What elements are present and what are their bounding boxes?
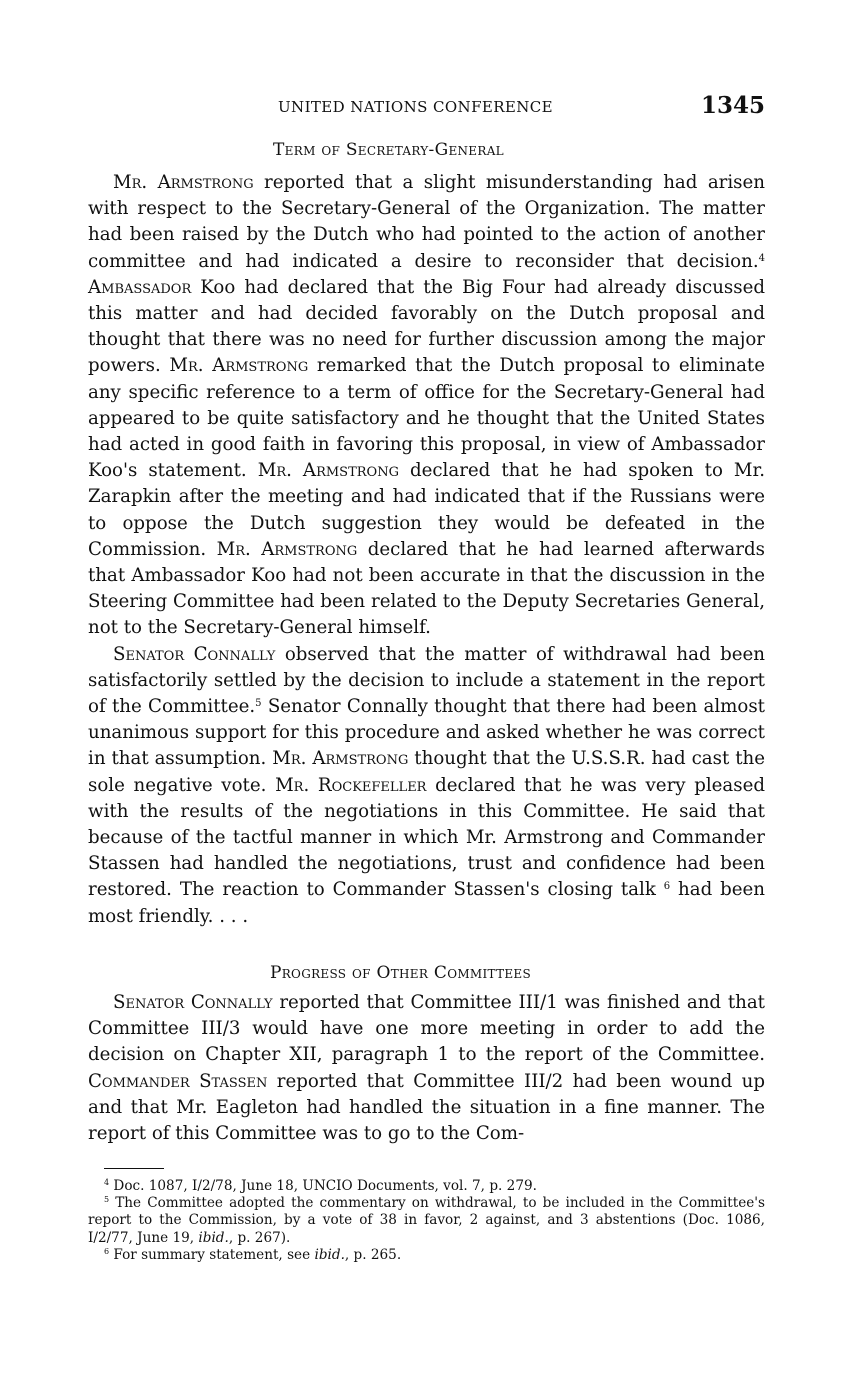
- footnote-ref: 4: [758, 252, 765, 264]
- speaker-name: Mr. Armstrong: [113, 172, 254, 193]
- section-body-progress-of-other-committees: [88, 990, 765, 1147]
- text-run: declared that he was very pleased with the results of the negotiations in this Committee. He said that because of the tactful manner in which Mr. Armstrong and Commander Stassen had handled the negotiations, trust and confidence had been restored. The reaction to Commander Stassen's closing talk: [88, 774, 766, 901]
- text-run: reported that Committee III/1 was finished and that Committee III/3 would have one more meeting in order to add the decision on Chapter XII, paragraph 1 to the report of the Committee.: [88, 992, 765, 1066]
- footnote-4: [88, 1178, 765, 1195]
- text-run: declared that he had spoken to Mr. Zarapkin after the meeting and had indicated that if the Russians were to oppose the Dutch suggestion they would be defeated in the Commission.: [88, 460, 766, 560]
- footnote-rule: [104, 1168, 164, 1169]
- section-body-term-of-secretary-general: [88, 170, 765, 930]
- section-heading-term-of-secretary-general: Term of Secretary-General: [273, 140, 504, 160]
- footnote-ref: 5: [104, 1195, 110, 1205]
- footnote-6: [88, 1247, 765, 1264]
- body-paragraph: [88, 990, 765, 1147]
- speaker-name: Mr. Armstrong: [216, 538, 358, 560]
- text-run: remarked that the Dutch proposal to eliminate any specific reference to a term of office for the Secretary-General had appeared to be quite satisfactory and he thought that the United States had acted in good faith in favoring this proposal, in view of Ambassador Koo's statement.: [88, 355, 765, 482]
- speaker-name: Senator Connally: [113, 992, 273, 1013]
- italic-text: ibid.: [198, 1229, 229, 1246]
- footnote-5: [88, 1195, 765, 1247]
- text-run: declared that he had learned afterwards that Ambassador Koo had not been accurate in that the discussion in the Steering Committee had been related to the Deputy Secretaries General, not to the Secretary-General himself.: [88, 538, 765, 639]
- footnote-ref: 6: [663, 881, 671, 893]
- text-run: reported that a slight misunderstanding had arisen with respect to the Secretary-General of the Organization. The matter had been raised by the Dutch who had pointed to the action of another committee and had indicated a desire to reconsider that decision.: [88, 172, 765, 272]
- text-run: thought that the U.S.S.R. had cast the sole negative vote.: [88, 748, 765, 796]
- text-run: Koo had declared that the Big Four had already discussed this matter and had decided favorably on the Dutch proposal and thought that there was no need for further discussion among the major powers.: [88, 276, 765, 377]
- body-paragraph: [88, 170, 765, 642]
- text-run: reported that Committee III/2 had been wound up and that Mr. Eagleton had handled the situation in a fine manner. The report of this Committee was to go to the Com-: [88, 1070, 765, 1145]
- text-run: had been most friendly. . . .: [88, 879, 765, 927]
- page-number: 1345: [700, 92, 765, 119]
- text-run: For summary statement, see: [109, 1246, 315, 1263]
- text-run: Doc. 1087, I/2/78, June 18, UNCIO Documents, vol. 7, p. 279.: [109, 1178, 537, 1194]
- text-run: observed that the matter of withdrawal had been satisfactorily settled by the decision to include a statement in the report of the Committee.: [88, 643, 765, 718]
- text-run: The Committee adopted the commentary on withdrawal, to be included in the Committee's report to the Commission, by a vote of 38 in favor, 2 against, and 3 abstentions (Doc. 1086, I/2/77, June 19,: [88, 1195, 765, 1246]
- footnote-ref: 6: [104, 1246, 110, 1256]
- footnote-ref: 4: [104, 1178, 110, 1187]
- speaker-name: Mr. Rockefeller: [275, 774, 427, 796]
- speaker-name: Mr. Armstrong: [272, 748, 409, 770]
- text-run: , p. 267).: [228, 1229, 291, 1246]
- text-run: Senator Connally thought that there had been almost unanimous support for this procedure and asked whether he was correct in that assumption.: [88, 696, 765, 770]
- body-paragraph: [88, 642, 765, 930]
- text-run: , p. 265.: [344, 1246, 402, 1263]
- speaker-name: Commander Stassen: [88, 1070, 268, 1092]
- italic-text: ibid.: [314, 1246, 345, 1263]
- speaker-name: Ambassador: [88, 276, 192, 298]
- section-heading-progress-of-other-committees: Progress of Other Committees: [269, 963, 532, 983]
- speaker-name: Mr. Armstrong: [257, 460, 399, 482]
- footnote-ref: 5: [255, 698, 262, 710]
- speaker-name: Mr. Armstrong: [169, 355, 309, 377]
- footnotes: [88, 1178, 765, 1264]
- speaker-name: Senator Connally: [113, 643, 276, 665]
- running-head: UNITED NATIONS CONFERENCE: [278, 98, 554, 116]
- page-header: [88, 92, 765, 122]
